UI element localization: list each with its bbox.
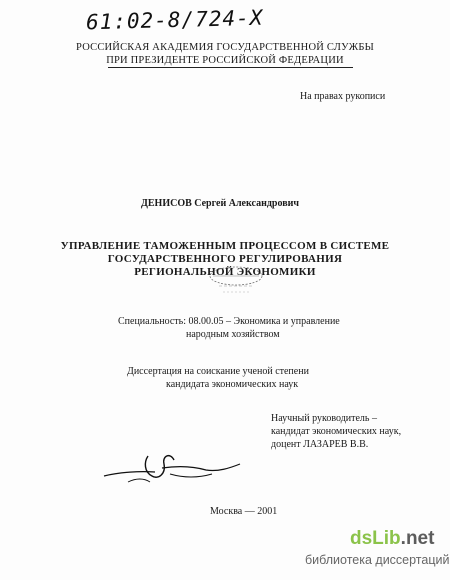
library-stamp: [205, 262, 267, 298]
academy-line-1: РОССИЙСКАЯ АКАДЕМИЯ ГОСУДАРСТВЕННОЙ СЛУЖБЫ: [76, 42, 374, 53]
author-name: ДЕНИСОВ Сергей Александрович: [141, 198, 300, 209]
dslib-logo: [350, 528, 434, 550]
specialty-line-2: народным хозяйством: [186, 329, 280, 340]
supervisor-line-1: Научный руководитель –: [271, 413, 377, 424]
dslib-watermark: [350, 528, 434, 550]
title-line-3: РЕГИОНАЛЬНОЙ ЭКОНОМИКИ: [134, 266, 316, 278]
dslib-logo-suffix: .net: [400, 528, 435, 549]
catalog-number-handwritten: 61:02-8/724-X: [85, 5, 264, 35]
manuscript-rights-note: На правах рукописи: [300, 91, 386, 102]
supervisor-line-2: кандидат экономических наук,: [271, 426, 402, 437]
dslib-logo-main: dsLib: [350, 528, 401, 549]
academy-heading: [60, 41, 390, 67]
heading-underline: [108, 67, 353, 68]
signature: [100, 438, 250, 493]
academy-line-2: ПРИ ПРЕЗИДЕНТЕ РОССИЙСКОЙ ФЕДЕРАЦИИ: [106, 55, 344, 66]
supervisor-line-3: доцент ЛАЗАРЕВ В.В.: [271, 439, 369, 450]
dissertation-degree-line-1: Диссертация на соискание ученой степени: [127, 366, 309, 377]
title-line-2: ГОСУДАРСТВЕННОГО РЕГУЛИРОВАНИЯ: [107, 253, 343, 265]
specialty-line-1: Специальность: 08.00.05 – Экономика и управление: [118, 316, 340, 327]
city-year: Москва — 2001: [210, 506, 278, 517]
title-line-1: УПРАВЛЕНИЕ ТАМОЖЕННЫМ ПРОЦЕССОМ В СИСТЕМЕ: [60, 240, 390, 252]
dissertation-degree-line-2: кандидата экономических наук: [166, 379, 299, 390]
dslib-subtitle: библиотека диссертаций: [305, 553, 450, 567]
